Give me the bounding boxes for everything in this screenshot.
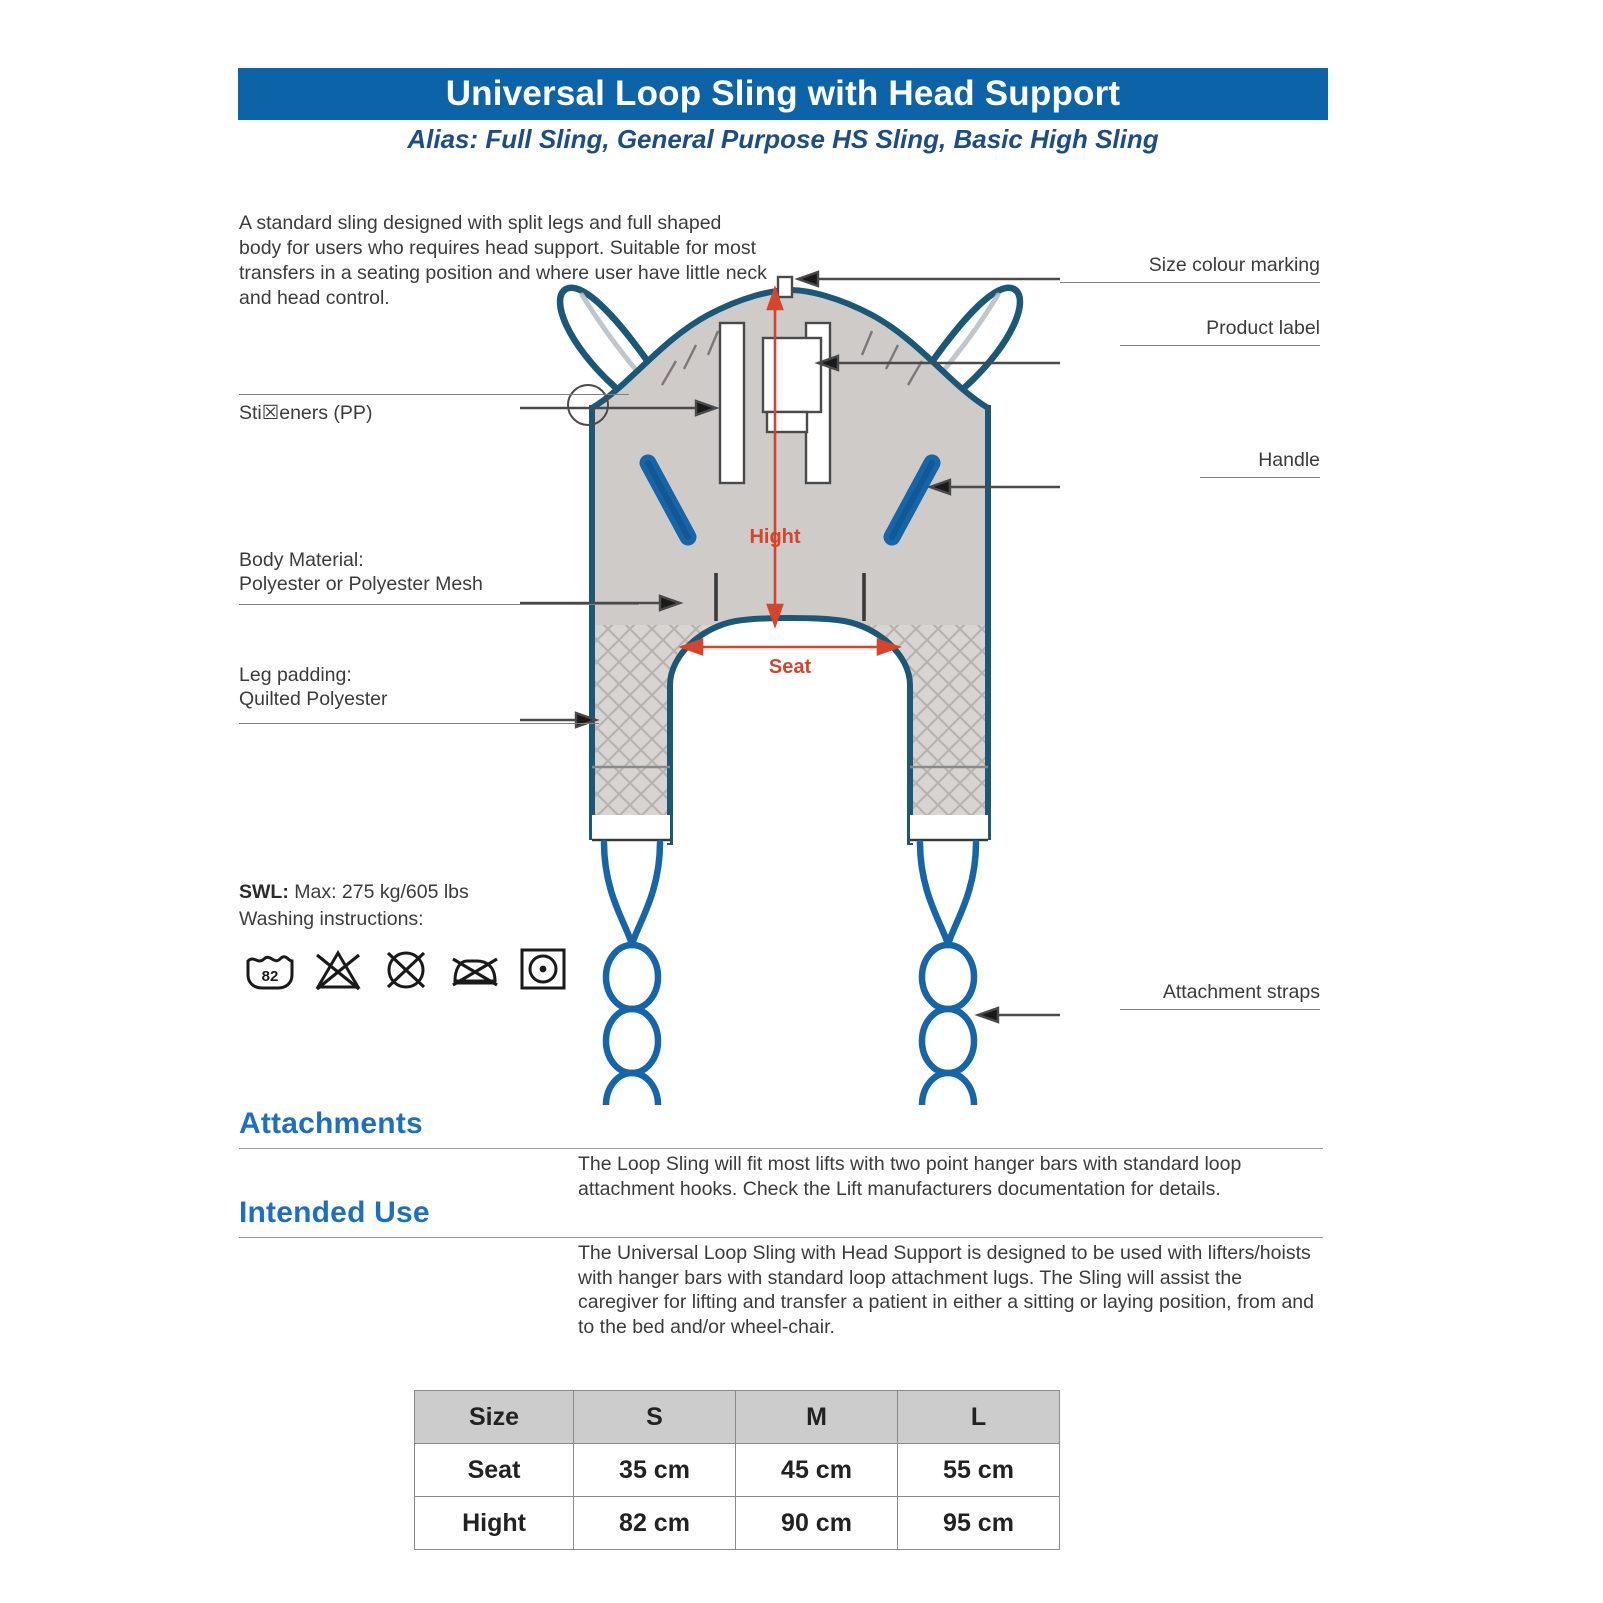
swl-label: SWL: [239, 881, 289, 903]
wash-tub-82-icon [243, 945, 297, 993]
section-heading-attachments: Attachments [239, 1107, 423, 1140]
table-row [415, 1444, 1060, 1497]
leader-attachment-straps [978, 1008, 1060, 1022]
no-bleach-icon [311, 945, 365, 993]
height-dimension-label: Hight [749, 526, 801, 548]
section-body-attachments: The Loop Sling will fit most lifts with two point hanger bars with standard loop attachment hooks. Check the Lift manufacturers documentation for details. [578, 1153, 1242, 1200]
size-table-cell: 55 cm [898, 1444, 1060, 1497]
callout-leg-padding-line2: Quilted Polyester [239, 688, 388, 710]
callout-leg-padding [239, 663, 669, 711]
size-table-header-cell: L [898, 1391, 1060, 1444]
leader-leg-padding [520, 713, 596, 727]
callout-stiffeners-label: Sti☒eners (PP) [239, 402, 373, 424]
size-table-header-cell: Size [415, 1391, 574, 1444]
wash-temp-text: 82 [261, 968, 279, 985]
callout-stiffeners [239, 401, 659, 425]
callout-size-colour-marking-label: Size colour marking [1148, 254, 1320, 276]
product-description: A standard sling designed with split legs and full shaped body for users who requires head support. Suitable for most transfers in a seating position and where user have little neck and head control. [239, 212, 767, 309]
callout-product-label-label: Product label [1206, 317, 1320, 339]
callout-attachment-straps-label: Attachment straps [1162, 981, 1320, 1003]
size-colour-marking-tab [778, 277, 792, 297]
product-label-tab [767, 412, 807, 432]
size-table-header-cell: M [736, 1391, 898, 1444]
washing-instructions-label: Washing instructions: [239, 908, 424, 930]
callout-rule-body-material [239, 604, 639, 605]
callout-handle [1050, 448, 1320, 472]
callout-rule-product-label [1120, 345, 1320, 346]
callout-handle-label: Handle [1258, 449, 1320, 471]
callout-body-material-line2: Polyester or Polyester Mesh [239, 573, 483, 595]
size-table-header-cell: S [574, 1391, 736, 1444]
swl-block [239, 879, 469, 933]
callout-leg-padding-line1: Leg padding: [239, 664, 352, 686]
size-table-cell: 35 cm [574, 1444, 736, 1497]
no-iron-icon [447, 945, 503, 993]
page-title-bar [238, 68, 1328, 120]
attachment-strap-left [604, 843, 660, 1105]
callout-rule-handle [1200, 477, 1320, 478]
section-rule-attachments [239, 1148, 1323, 1149]
callout-rule-stiffeners [239, 394, 629, 395]
size-table-row-label: Hight [415, 1497, 574, 1550]
callout-size-colour-marking [1000, 253, 1320, 277]
page-title: Universal Loop Sling with Head Support [445, 74, 1121, 113]
section-rule-intended-use [239, 1237, 1323, 1238]
leader-handle [930, 480, 1060, 494]
size-table-cell: 90 cm [736, 1497, 898, 1550]
size-table-cell: 45 cm [736, 1444, 898, 1497]
callout-product-label [1000, 316, 1320, 340]
callout-body-material-line1: Body Material: [239, 549, 364, 571]
size-table-row-label: Seat [415, 1444, 574, 1497]
size-table-cell: 95 cm [898, 1497, 1060, 1550]
seat-dimension-label: Seat [768, 656, 812, 678]
size-table-header-row [415, 1391, 1060, 1444]
size-table [414, 1390, 1060, 1550]
callout-body-material [239, 548, 669, 596]
callout-rule-leg-padding [239, 723, 599, 724]
stiffener-left [720, 323, 744, 483]
swl-value: Max: 275 kg/605 lbs [294, 881, 469, 903]
size-table-cell: 82 cm [574, 1497, 736, 1550]
product-label-box [763, 338, 821, 412]
no-dry-clean-icon [379, 945, 433, 993]
attachment-strap-right [920, 843, 976, 1105]
callout-rule-attachment-straps [1120, 1009, 1320, 1010]
product-alias: Alias: Full Sling, General Purpose HS Sling, Basic High Sling [407, 124, 1159, 154]
table-row [415, 1497, 1060, 1550]
callout-rule-size-colour-marking [1060, 282, 1320, 283]
swl-line [239, 879, 469, 906]
section-body-intended-use: The Universal Loop Sling with Head Support is designed to be used with lifters/hoists with hanger bars with standard loop attachment lugs. The Sling will assist the caregiver for lifting and transfer a patient in either a sitting or laying position, from and to the bed and/or wheel-chair. [578, 1242, 1314, 1338]
leg-split-cut [670, 618, 910, 845]
section-heading-intended-use: Intended Use [239, 1196, 430, 1229]
callout-attachment-straps [1000, 980, 1320, 1004]
